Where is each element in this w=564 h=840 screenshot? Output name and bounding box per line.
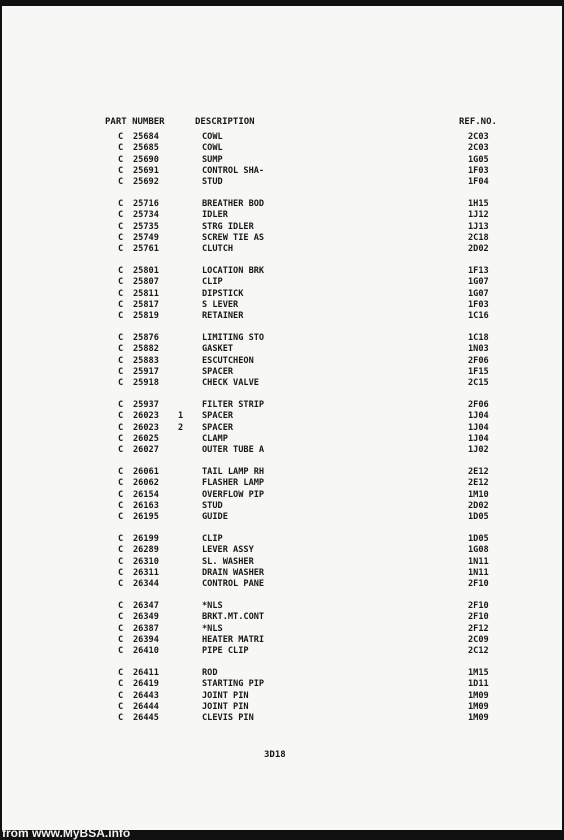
part-ref: 1M09 — [468, 690, 489, 701]
part-prefix: C — [118, 556, 124, 567]
part-number: 26443 — [133, 690, 159, 701]
part-row — [2, 266, 562, 277]
part-prefix: C — [118, 422, 124, 433]
part-prefix: C — [118, 210, 124, 221]
part-description: STUD — [202, 501, 223, 511]
part-row — [2, 344, 562, 355]
part-row — [2, 624, 562, 635]
part-description: SUMP — [202, 154, 223, 165]
part-description: *NLS — [202, 623, 223, 634]
part-number: 26163 — [133, 501, 159, 511]
part-description: CLIP — [202, 277, 223, 288]
part-group — [2, 132, 562, 189]
part-description: GASKET — [202, 344, 234, 355]
part-prefix: C — [118, 445, 124, 456]
part-group — [2, 668, 562, 725]
part-number: 26023 — [133, 422, 159, 433]
part-ref: 1J04 — [468, 422, 489, 433]
part-row — [2, 434, 562, 445]
part-description: CLAMP — [202, 434, 228, 445]
part-row — [2, 545, 562, 556]
part-row — [2, 233, 562, 244]
part-row — [2, 512, 562, 523]
parts-list — [2, 132, 562, 735]
part-row — [2, 691, 562, 702]
part-row — [2, 367, 562, 378]
part-prefix: C — [118, 233, 124, 244]
part-number: 25690 — [133, 154, 159, 165]
part-ref: 1G07 — [468, 277, 489, 288]
part-number: 26023 — [133, 411, 159, 422]
part-ref: 1M15 — [468, 667, 489, 678]
part-ref: 2F06 — [468, 355, 489, 366]
part-row — [2, 311, 562, 322]
part-number: 25876 — [133, 332, 159, 343]
part-prefix: C — [118, 579, 124, 590]
part-qty: 2 — [178, 422, 184, 433]
source-caption: from www.MyBSA.info — [2, 826, 131, 840]
part-prefix: C — [118, 466, 124, 477]
part-description: SL. WASHER — [202, 556, 254, 567]
part-prefix: C — [118, 411, 124, 422]
part-ref: 1J13 — [468, 221, 489, 232]
part-description: S LEVER — [202, 300, 239, 311]
part-prefix: C — [118, 288, 124, 299]
part-description: *NLS — [202, 600, 223, 611]
part-prefix: C — [118, 344, 124, 355]
part-row — [2, 277, 562, 288]
part-description: FILTER STRIP — [202, 399, 265, 410]
part-prefix: C — [118, 545, 124, 556]
part-description: CLUTCH — [202, 244, 234, 255]
part-ref: 1M10 — [468, 489, 489, 500]
part-number: 25882 — [133, 344, 159, 355]
part-prefix: C — [118, 646, 124, 657]
part-number: 26349 — [133, 612, 159, 623]
part-ref: 1F04 — [468, 177, 489, 188]
part-ref: 1D11 — [468, 679, 489, 690]
part-row — [2, 467, 562, 478]
part-row — [2, 612, 562, 623]
part-number: 26445 — [133, 713, 159, 724]
part-description: OVERFLOW PIP — [202, 489, 265, 500]
part-row — [2, 601, 562, 612]
part-row — [2, 445, 562, 456]
part-prefix: C — [118, 612, 124, 623]
description-header: DESCRIPTION — [195, 117, 255, 127]
part-prefix: C — [118, 501, 124, 511]
part-prefix: C — [118, 667, 124, 678]
part-description: JOINT PIN — [202, 690, 249, 701]
part-description: COWL — [202, 143, 223, 154]
part-row — [2, 490, 562, 501]
part-row — [2, 635, 562, 646]
part-row — [2, 300, 562, 311]
part-group — [2, 467, 562, 524]
part-number: 25716 — [133, 198, 159, 209]
part-number: 25917 — [133, 367, 159, 378]
part-ref: 2C09 — [468, 634, 489, 645]
part-number: 25807 — [133, 277, 159, 288]
part-number: 25685 — [133, 143, 159, 154]
part-row — [2, 679, 562, 690]
part-number: 25692 — [133, 177, 159, 188]
part-prefix: C — [118, 679, 124, 690]
part-description: TAIL LAMP RH — [202, 466, 265, 477]
part-group — [2, 199, 562, 256]
part-number: 25811 — [133, 288, 159, 299]
part-ref: 2D02 — [468, 501, 489, 511]
part-description: PIPE CLIP — [202, 646, 249, 657]
part-number: 26344 — [133, 579, 159, 590]
part-prefix: C — [118, 533, 124, 544]
part-row — [2, 132, 562, 143]
part-prefix: C — [118, 143, 124, 154]
part-row — [2, 244, 562, 255]
part-number: 26394 — [133, 634, 159, 645]
part-row — [2, 557, 562, 568]
part-description: IDLER — [202, 210, 228, 221]
part-prefix: C — [118, 701, 124, 712]
part-row — [2, 478, 562, 489]
part-ref: 1C18 — [468, 332, 489, 343]
part-ref: 2C12 — [468, 646, 489, 657]
part-number: 25817 — [133, 300, 159, 311]
part-row — [2, 702, 562, 713]
part-number: 26062 — [133, 478, 159, 489]
part-row — [2, 423, 562, 434]
part-number: 26199 — [133, 533, 159, 544]
part-row — [2, 713, 562, 724]
part-row — [2, 646, 562, 657]
part-ref: 2F10 — [468, 579, 489, 590]
part-ref: 2F10 — [468, 600, 489, 611]
part-ref: 1N11 — [468, 567, 489, 578]
part-number: 26347 — [133, 600, 159, 611]
part-row — [2, 411, 562, 422]
part-group — [2, 333, 562, 390]
part-description: LEVER ASSY — [202, 545, 254, 556]
part-number: 25937 — [133, 399, 159, 410]
part-description: CLIP — [202, 533, 223, 544]
part-ref: 2C03 — [468, 132, 489, 142]
part-number: 26410 — [133, 646, 159, 657]
part-number: 25691 — [133, 166, 159, 177]
ref-no-header: REF.NO. — [459, 117, 497, 127]
part-prefix: C — [118, 512, 124, 523]
part-description: SPACER — [202, 411, 234, 422]
part-prefix: C — [118, 634, 124, 645]
part-row — [2, 534, 562, 545]
page-number: 3D18 — [264, 750, 286, 760]
part-row — [2, 400, 562, 411]
part-number-header: PART NUMBER — [105, 117, 165, 127]
part-description: STRG IDLER — [202, 221, 254, 232]
part-row — [2, 333, 562, 344]
part-description: SPACER — [202, 367, 234, 378]
part-number: 25801 — [133, 265, 159, 276]
part-row — [2, 579, 562, 590]
part-ref: 2E12 — [468, 466, 489, 477]
part-prefix: C — [118, 198, 124, 209]
part-ref: 1M09 — [468, 701, 489, 712]
part-description: LIMITING STO — [202, 332, 265, 343]
part-row — [2, 210, 562, 221]
part-prefix: C — [118, 244, 124, 255]
part-row — [2, 289, 562, 300]
part-number: 26025 — [133, 434, 159, 445]
part-number: 25749 — [133, 233, 159, 244]
part-number: 26310 — [133, 556, 159, 567]
part-description: COWL — [202, 132, 223, 142]
part-prefix: C — [118, 154, 124, 165]
part-description: CLEVIS PIN — [202, 713, 254, 724]
part-ref: 1F03 — [468, 166, 489, 177]
part-prefix: C — [118, 132, 124, 142]
part-number: 26311 — [133, 567, 159, 578]
part-description: CONTROL PANE — [202, 579, 265, 590]
part-ref: 1J02 — [468, 445, 489, 456]
part-prefix: C — [118, 489, 124, 500]
part-row — [2, 568, 562, 579]
part-number: 26195 — [133, 512, 159, 523]
part-description: GUIDE — [202, 512, 228, 523]
part-ref: 2D02 — [468, 244, 489, 255]
part-ref: 2E12 — [468, 478, 489, 489]
part-prefix: C — [118, 478, 124, 489]
part-ref: 1J04 — [468, 411, 489, 422]
part-description: FLASHER LAMP — [202, 478, 265, 489]
part-row — [2, 143, 562, 154]
part-description: STARTING PIP — [202, 679, 265, 690]
part-ref: 1G08 — [468, 545, 489, 556]
part-number: 26444 — [133, 701, 159, 712]
part-description: RETAINER — [202, 311, 244, 322]
part-prefix: C — [118, 221, 124, 232]
part-ref: 1D05 — [468, 512, 489, 523]
part-ref: 1F03 — [468, 300, 489, 311]
part-qty: 1 — [178, 411, 184, 422]
part-group — [2, 534, 562, 591]
part-description: SCREW TIE AS — [202, 233, 265, 244]
part-description: BRKT.MT.CONT — [202, 612, 265, 623]
part-prefix: C — [118, 311, 124, 322]
part-ref: 1J12 — [468, 210, 489, 221]
part-ref: 2C03 — [468, 143, 489, 154]
part-row — [2, 155, 562, 166]
part-description: BREATHER BOD — [202, 198, 265, 209]
part-description: HEATER MATRI — [202, 634, 265, 645]
part-number: 25918 — [133, 378, 159, 389]
part-prefix: C — [118, 623, 124, 634]
part-group — [2, 266, 562, 323]
part-number: 25684 — [133, 132, 159, 142]
part-number: 26154 — [133, 489, 159, 500]
part-description: CHECK VALVE — [202, 378, 259, 389]
part-group — [2, 400, 562, 457]
part-number: 26061 — [133, 466, 159, 477]
part-number: 25761 — [133, 244, 159, 255]
part-prefix: C — [118, 713, 124, 724]
part-number: 26027 — [133, 445, 159, 456]
part-description: JOINT PIN — [202, 701, 249, 712]
part-prefix: C — [118, 567, 124, 578]
catalog-page — [2, 6, 562, 830]
part-row — [2, 356, 562, 367]
part-number: 25883 — [133, 355, 159, 366]
part-description: ROD — [202, 667, 218, 678]
part-ref: 1J04 — [468, 434, 489, 445]
part-prefix: C — [118, 378, 124, 389]
part-ref: 1F15 — [468, 367, 489, 378]
part-prefix: C — [118, 177, 124, 188]
part-ref: 1M09 — [468, 713, 489, 724]
part-row — [2, 199, 562, 210]
part-prefix: C — [118, 277, 124, 288]
part-prefix: C — [118, 399, 124, 410]
part-prefix: C — [118, 300, 124, 311]
part-prefix: C — [118, 355, 124, 366]
part-row — [2, 501, 562, 512]
part-ref: 2C18 — [468, 233, 489, 244]
part-row — [2, 222, 562, 233]
part-prefix: C — [118, 367, 124, 378]
part-number: 25735 — [133, 221, 159, 232]
part-description: DIPSTICK — [202, 288, 244, 299]
part-number: 26289 — [133, 545, 159, 556]
part-ref: 1H15 — [468, 198, 489, 209]
part-ref: 1G07 — [468, 288, 489, 299]
part-ref: 2F10 — [468, 612, 489, 623]
part-group — [2, 601, 562, 658]
part-ref: 2F12 — [468, 623, 489, 634]
part-ref: 2F06 — [468, 399, 489, 410]
part-ref: 1N03 — [468, 344, 489, 355]
part-description: LOCATION BRK — [202, 265, 265, 276]
part-row — [2, 668, 562, 679]
part-description: STUD — [202, 177, 223, 188]
part-number: 26419 — [133, 679, 159, 690]
part-number: 26387 — [133, 623, 159, 634]
part-description: CONTROL SHA- — [202, 166, 265, 177]
part-ref: 1N11 — [468, 556, 489, 567]
part-ref: 1G05 — [468, 154, 489, 165]
part-prefix: C — [118, 600, 124, 611]
part-row — [2, 166, 562, 177]
part-prefix: C — [118, 166, 124, 177]
part-prefix: C — [118, 265, 124, 276]
part-number: 26411 — [133, 667, 159, 678]
part-description: SPACER — [202, 422, 234, 433]
part-row — [2, 177, 562, 188]
part-prefix: C — [118, 690, 124, 701]
part-ref: 1D05 — [468, 533, 489, 544]
part-number: 25819 — [133, 311, 159, 322]
part-number: 25734 — [133, 210, 159, 221]
part-prefix: C — [118, 434, 124, 445]
part-ref: 1C16 — [468, 311, 489, 322]
part-ref: 2C15 — [468, 378, 489, 389]
part-row — [2, 378, 562, 389]
part-prefix: C — [118, 332, 124, 343]
part-ref: 1F13 — [468, 265, 489, 276]
part-description: ESCUTCHEON — [202, 355, 254, 366]
part-description: OUTER TUBE A — [202, 445, 265, 456]
part-description: DRAIN WASHER — [202, 567, 265, 578]
